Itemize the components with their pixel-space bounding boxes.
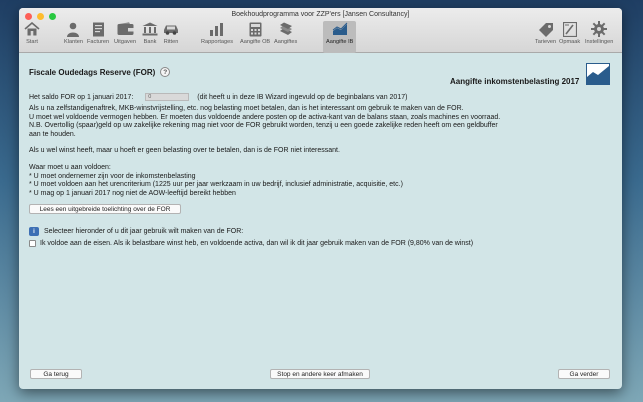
toolbar-label: Aangifte IB (326, 39, 354, 45)
list-item: * U mag op 1 januari 2017 nog niet de AOW-leeftijd bereikt hebben (29, 189, 236, 197)
toolbar-label: Start (26, 39, 38, 45)
invoice-icon (89, 21, 107, 37)
for-checkbox[interactable] (29, 240, 36, 247)
for-checkbox-row[interactable] (29, 240, 473, 247)
stop-later-button[interactable]: Stop en andere keer afmaken (270, 369, 370, 379)
requirements-heading: Waar moet u aan voldoen: (29, 164, 111, 171)
bar-chart-icon (208, 21, 226, 37)
toolbar-aangifte-ib[interactable] (323, 21, 356, 53)
gear-icon (590, 21, 608, 37)
toolbar-aangiftes[interactable] (274, 21, 297, 53)
chart-area-icon (331, 21, 349, 37)
paragraph-line: Als u na zelfstandigenaftrek, MKB-winstvrijstelling, etc. nog belasting moet betalen, dan is het interessant om gebruik te maken van de FOR. (29, 105, 464, 112)
back-button[interactable]: Ga terug (30, 369, 82, 379)
paragraph-line: N.B. Overtollig (spaar)geld op uw zakelijke rekening mag niet voor de FOR gebruikt worden, tenzij u een goede zakelijke reden heeft om een geldbuffer (29, 122, 498, 129)
toolbar-rapportages[interactable] (201, 21, 233, 53)
design-icon (561, 21, 579, 37)
home-icon (23, 21, 41, 37)
info-paragraph-1 (29, 105, 500, 139)
car-icon (162, 21, 180, 37)
info-icon: i (29, 227, 39, 236)
toolbar-label: Aangifte OB (240, 39, 271, 45)
toolbar-tarieven[interactable] (535, 21, 556, 53)
info-paragraph-2: Als u wel winst heeft, maar u hoeft er geen belasting over te betalen, dan is de FOR niet interessant. (29, 147, 340, 154)
paragraph-line: aan te houden. (29, 130, 76, 138)
stack-icon (277, 21, 295, 37)
section-title: Fiscale Oudedags Reserve (FOR) (29, 67, 156, 77)
paragraph-line: U moet wel voldoende vermogen hebben. Er moeten dus voldoende andere posten op de activa-kant van de balans staan, zoals machines en voorraad. (29, 113, 501, 121)
chart-logo-icon (586, 63, 610, 85)
toolbar-facturen[interactable] (87, 21, 109, 53)
toolbar-start[interactable] (23, 21, 41, 53)
list-item: * U moet ondernemer zijn voor de inkomstenbelasting (29, 172, 196, 180)
toolbar-label: Klanten (64, 39, 83, 45)
requirements-list (29, 164, 403, 198)
toolbar-bank[interactable] (141, 21, 159, 53)
toolbar-label: Rapportages (201, 39, 234, 45)
toolbar-label: Aangiftes (274, 39, 298, 45)
toolbar-opmaak[interactable] (559, 21, 580, 53)
saldo-row (29, 93, 407, 101)
section-header (29, 67, 170, 77)
toolbar-label: Opmaak (559, 39, 581, 45)
toolbar-label: Instellingen (585, 39, 614, 45)
help-button[interactable]: ? (160, 67, 170, 77)
tag-icon (537, 21, 555, 37)
main-content (19, 54, 622, 389)
bank-icon (141, 21, 159, 37)
saldo-input[interactable] (145, 93, 189, 101)
toolbar-klanten[interactable] (64, 21, 83, 53)
toolbar-label: Facturen (87, 39, 110, 45)
toolbar-aangifte-ob[interactable] (240, 21, 270, 53)
toolbar-uitgaven[interactable] (114, 21, 136, 53)
selection-prompt-text: Selecteer hieronder of u dit jaar gebruik wilt maken van de FOR: (44, 228, 244, 235)
toolbar-label: Tarieven (535, 39, 557, 45)
app-window (19, 8, 622, 389)
toolbar-ritten[interactable] (162, 21, 180, 53)
selection-prompt (29, 227, 243, 236)
titlebar (19, 8, 622, 53)
calculator-icon (246, 21, 264, 37)
wallet-icon (116, 21, 134, 37)
page-title: Aangifte inkomstenbelasting 2017 (450, 77, 580, 86)
saldo-label: Het saldo FOR op 1 januari 2017: (29, 93, 134, 101)
toolbar-instellingen[interactable] (585, 21, 613, 53)
person-icon (64, 21, 82, 37)
read-explanation-button[interactable]: Lees een uitgebreide toelichting over de FOR (29, 204, 181, 214)
next-button[interactable]: Ga verder (558, 369, 610, 379)
window-title: Boekhoudprogramma voor ZZP'ers [Jansen Consultancy] (231, 11, 410, 18)
toolbar-label: Ritten (163, 39, 179, 45)
for-checkbox-label[interactable]: Ik voldoe aan de eisen. Als ik belastbare winst heb, en voldoende activa, dan wil ik dit jaar gebruik maken van de FOR (9,80% van de winst) (40, 240, 474, 247)
toolbar-label: Uitgaven (114, 39, 137, 45)
toolbar-label: Bank (143, 39, 157, 45)
saldo-note: (dit heeft u in deze IB Wizard ingevuld op de beginbalans van 2017) (197, 93, 408, 101)
list-item: * U moet voldoen aan het urencriterium (1225 uur per jaar werkzaam in uw bedrijf, inclusief administratie, acquisitie, etc.) (29, 181, 403, 188)
